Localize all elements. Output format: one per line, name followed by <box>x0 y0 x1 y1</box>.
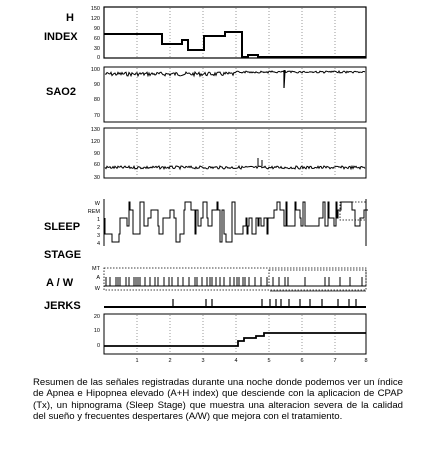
sleep-tick-label: 1 <box>96 217 100 223</box>
aw-tick-label: MT <box>92 266 100 272</box>
x-tick-label: 3 <box>201 358 205 364</box>
sao2-tick-label: 70 <box>93 113 100 119</box>
hr-panel <box>91 127 366 181</box>
hr-tick-label: 130 <box>90 127 100 133</box>
sao2-tick-label: 100 <box>90 67 100 73</box>
cpap-frame <box>104 314 366 354</box>
label-sleep: SLEEP <box>44 221 81 233</box>
cpap-trace <box>104 333 366 346</box>
index-trace <box>104 32 366 57</box>
aw-tick-label: A <box>96 275 100 281</box>
aw-tick-label: W <box>94 286 100 292</box>
label-h: H <box>66 12 74 24</box>
sleep-tick-label: W <box>94 201 100 207</box>
label-aw: A / W <box>46 277 74 289</box>
sleep-tick-label: REM <box>87 209 100 215</box>
sleep-tick-label: 3 <box>96 233 100 239</box>
x-tick-label: 7 <box>333 358 337 364</box>
aw-treatment-box <box>269 270 366 286</box>
sleep-tick-label: 2 <box>96 225 100 231</box>
x-tick-label: 1 <box>135 358 139 364</box>
x-tick-label: 5 <box>267 358 271 364</box>
aw-dotted-frame <box>104 268 366 290</box>
sao2-frame <box>104 67 366 122</box>
sao2-trace <box>105 71 365 76</box>
hr-tick-label: 90 <box>93 151 100 157</box>
cpap-tick-label: 10 <box>93 328 100 334</box>
x-tick-label: 6 <box>300 358 304 364</box>
index-panel <box>91 6 366 61</box>
sao2-tick-label: 90 <box>93 82 100 88</box>
index-tick-label: 90 <box>93 26 100 32</box>
index-tick-label: 60 <box>93 36 100 42</box>
label-stage: STAGE <box>44 249 82 261</box>
cpap-tick-label: 20 <box>93 314 100 320</box>
hr-trace <box>105 158 365 169</box>
hr-tick-label: 30 <box>93 175 100 181</box>
sao2-desaturation <box>284 70 285 88</box>
cpap-panel <box>94 314 368 364</box>
hr-frame <box>104 128 366 178</box>
x-tick-label: 2 <box>168 358 172 364</box>
hypnogram-trace <box>105 202 368 242</box>
hr-tick-label: 120 <box>90 139 100 145</box>
label-index: INDEX <box>44 31 78 43</box>
sao2-tick-label: 80 <box>93 97 100 103</box>
index-tick-label: 30 <box>93 46 100 52</box>
sao2-panel <box>91 67 366 122</box>
label-jerks: JERKS <box>44 300 81 312</box>
x-tick-label: 4 <box>234 358 238 364</box>
cpap-tick-label: 0 <box>96 343 100 349</box>
figure-caption: Resumen de las señales registradas durante una noche donde podemos ver un índice de Apnea e Hipopnea elevado (A+H index) que desciende con la aplicacion de CPAP (Tx), un hipnograma (Sleep Stage) que muestra una alteracion severa de la calidad del sueño y frecuentes despertares (A/W) que mejora con el tratamiento. <box>33 377 403 423</box>
aw-trace <box>104 277 366 286</box>
aw-panel <box>92 266 366 292</box>
sleep-dotted-box <box>340 202 366 220</box>
x-tick-label: 8 <box>364 358 368 364</box>
index-tick-label: 0 <box>96 55 100 61</box>
jerks-panel <box>104 299 366 307</box>
index-tick-label: 120 <box>90 16 100 22</box>
jerks-events <box>173 299 356 307</box>
index-tick-label: 150 <box>90 6 100 12</box>
sleep-tick-label: 4 <box>96 241 100 247</box>
label-sao2: SAO2 <box>46 86 76 98</box>
hr-tick-label: 60 <box>93 162 100 168</box>
sleep-panel <box>88 199 368 247</box>
